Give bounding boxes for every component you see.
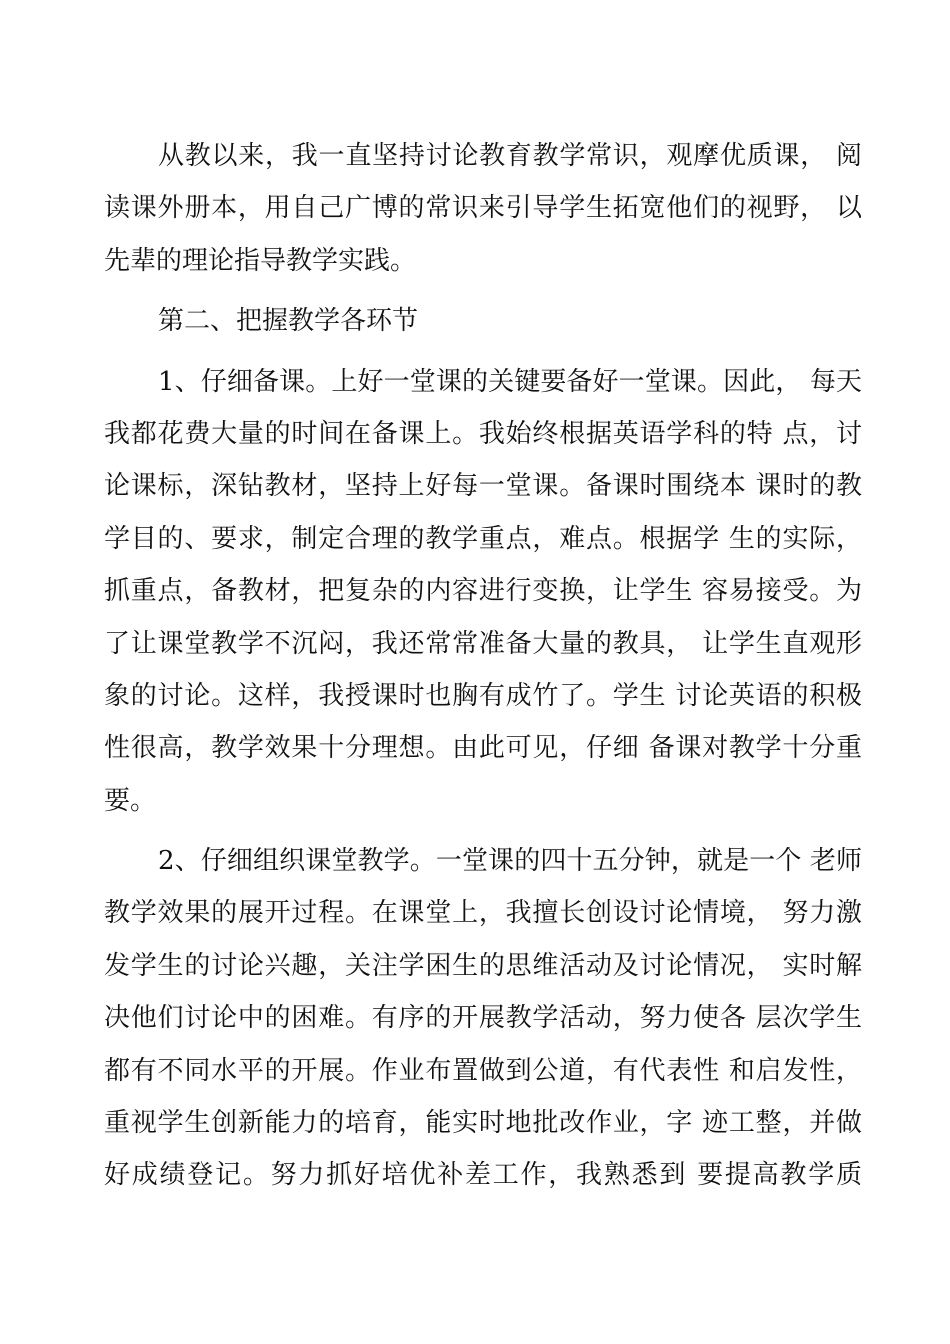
text-line: 先辈的理论指导教学实践。 bbox=[104, 245, 417, 276]
text-line: 抓重点，备教材，把复杂的内容进行变换，让学生 容易接受。为 bbox=[104, 576, 862, 607]
paragraph-spacing bbox=[104, 348, 862, 356]
paragraph-4 bbox=[104, 835, 862, 1202]
text-line: 我都花费大量的时间在备课上。我始终根据英语学科的特 点，讨 bbox=[104, 418, 862, 449]
text-line: 读课外册本，用自己广博的常识来引导学生拓宽他们的视野， 以 bbox=[104, 193, 862, 224]
paragraph-3 bbox=[104, 356, 862, 828]
section-heading: 第二、把握教学各环节 bbox=[158, 306, 419, 337]
paragraph-spacing bbox=[104, 287, 862, 295]
text-line: 教学效果的展开过程。在课堂上，我擅长创设讨论情境， 努力激 bbox=[104, 898, 862, 929]
text-line: 论课标，深钻教材，坚持上好每一堂课。备课时围绕本 课时的教 bbox=[104, 471, 862, 502]
text-line: 重视学生创新能力的培育，能实时地批改作业，字 迹工整，并做 bbox=[104, 1108, 862, 1139]
text-line: 象的讨论。这样，我授课时也胸有成竹了。学生 讨论英语的积极 bbox=[104, 680, 862, 711]
text-line: 性很高，教学效果十分理想。由此可见，仔细 备课对教学十分重 bbox=[104, 733, 862, 764]
text-line: 决他们讨论中的困难。有序的开展教学活动，努力使各 层次学生 bbox=[104, 1003, 862, 1034]
text-line: 发学生的讨论兴趣，关注学困生的思维活动及讨论情况， 实时解 bbox=[104, 950, 862, 981]
text-line: 了让课堂教学不沉闷，我还常常准备大量的教具， 让学生直观形 bbox=[104, 628, 862, 659]
text-line: 2、仔细组织课堂教学。一堂课的四十五分钟，就是一个 老师 bbox=[158, 846, 862, 877]
text-line: 1、仔细备课。上好一堂课的关键要备好一堂课。因此， 每天 bbox=[158, 366, 862, 397]
paragraph-spacing bbox=[104, 827, 862, 835]
document-body bbox=[104, 130, 862, 1202]
text-line: 学目的、要求，制定合理的教学重点，难点。根据学 生的实际， bbox=[104, 523, 862, 554]
text-line: 从教以来，我一直坚持讨论教育教学常识，观摩优质课， 阅 bbox=[158, 141, 862, 171]
paragraph-2-heading bbox=[104, 295, 862, 347]
text-line: 好成绩登记。努力抓好培优补差工作，我熟悉到 要提高教学质 bbox=[104, 1160, 862, 1191]
text-line: 都有不同水平的开展。作业布置做到公道，有代表性 和启发性， bbox=[104, 1055, 862, 1086]
text-line: 要。 bbox=[104, 785, 157, 816]
paragraph-1 bbox=[104, 130, 862, 287]
